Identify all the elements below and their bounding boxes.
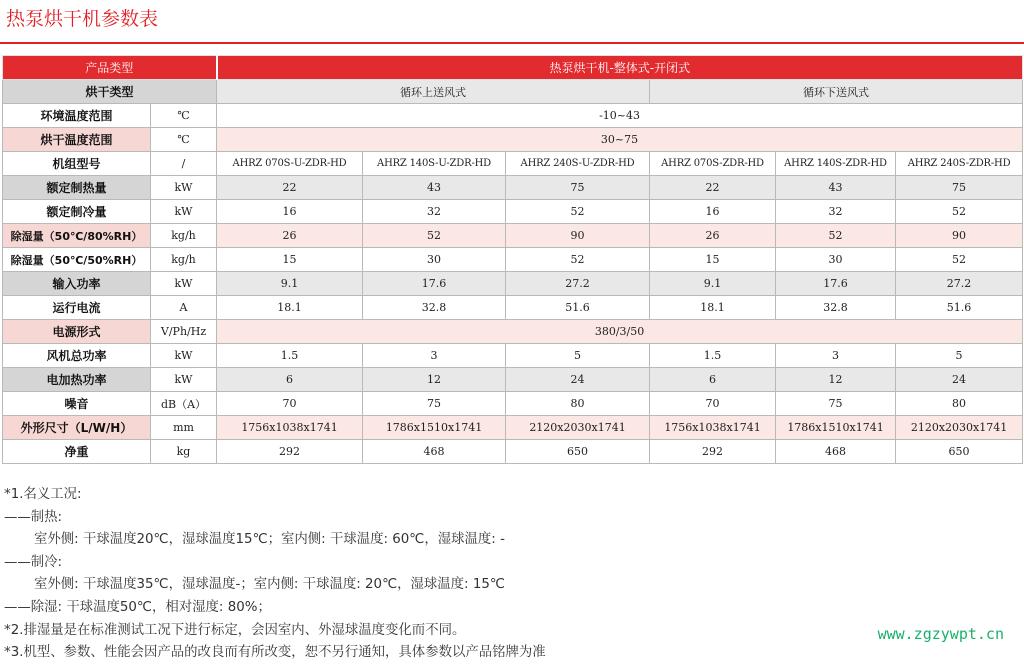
dry-type-group-upper: 循环上送风式: [217, 80, 650, 104]
product-type-label: 产品类型: [3, 56, 217, 80]
table-cell: 80: [896, 392, 1023, 416]
table-cell: 12: [776, 368, 896, 392]
table-cell: 1756x1038x1741: [217, 416, 363, 440]
table-cell: 1786x1510x1741: [363, 416, 506, 440]
row-unit: kW: [151, 176, 217, 200]
table-cell: 17.6: [363, 272, 506, 296]
table-cell: 292: [217, 440, 363, 464]
table-row: [3, 272, 1023, 296]
table-row: [3, 80, 1023, 104]
dry-temp-label: 烘干温度范围: [3, 128, 151, 152]
row-label: 净重: [3, 440, 151, 464]
table-cell: 90: [896, 224, 1023, 248]
row-unit: mm: [151, 416, 217, 440]
table-cell: 70: [217, 392, 363, 416]
row-unit: kW: [151, 368, 217, 392]
model-label: 机组型号: [3, 152, 151, 176]
note-line: ——制热:: [4, 509, 63, 525]
spec-table: [2, 55, 1023, 464]
table-cell: 12: [363, 368, 506, 392]
power-unit: V/Ph/Hz: [151, 320, 217, 344]
table-row: [3, 248, 1023, 272]
table-cell: 16: [650, 200, 776, 224]
env-temp-label: 环境温度范围: [3, 104, 151, 128]
table-cell: 80: [506, 392, 650, 416]
table-cell: 75: [776, 392, 896, 416]
table-row: [3, 416, 1023, 440]
title-divider: [0, 42, 1024, 44]
table-cell: 22: [217, 176, 363, 200]
table-row: [3, 128, 1023, 152]
row-unit: kW: [151, 344, 217, 368]
table-cell: 24: [506, 368, 650, 392]
table-cell: 90: [506, 224, 650, 248]
table-cell: 32: [776, 200, 896, 224]
table-cell: 27.2: [506, 272, 650, 296]
row-label: 电加热功率: [3, 368, 151, 392]
table-cell: 15: [217, 248, 363, 272]
table-cell: 3: [776, 344, 896, 368]
table-row: [3, 152, 1023, 176]
model-cell: AHRZ 070S-ZDR-HD: [650, 152, 776, 176]
table-cell: 26: [650, 224, 776, 248]
table-cell: 5: [896, 344, 1023, 368]
row-label: 噪音: [3, 392, 151, 416]
note-line: ——除湿: 干球温度50℃，相对湿度: 80%；: [4, 599, 271, 615]
table-cell: 6: [217, 368, 363, 392]
note-line: *3.机型、参数、性能会因产品的改良而有所改变，恕不另行通知，具体参数以产品铭牌为准: [4, 645, 546, 661]
table-row: [3, 344, 1023, 368]
table-cell: 52: [896, 248, 1023, 272]
row-unit: kg/h: [151, 224, 217, 248]
table-cell: 6: [650, 368, 776, 392]
table-cell: 43: [776, 176, 896, 200]
env-temp-value: -10~43: [217, 104, 1023, 128]
table-cell: 30: [363, 248, 506, 272]
table-cell: 32.8: [776, 296, 896, 320]
table-cell: 52: [363, 224, 506, 248]
table-cell: 30: [776, 248, 896, 272]
table-cell: 468: [776, 440, 896, 464]
table-row: [3, 176, 1023, 200]
note-line: *1.名义工况:: [4, 487, 82, 502]
page-title: 热泵烘干机参数表: [6, 8, 159, 30]
row-unit: kg: [151, 440, 217, 464]
table-cell: 1.5: [217, 344, 363, 368]
dry-temp-value: 30~75: [217, 128, 1023, 152]
watermark: www.zgzywpt.cn: [877, 625, 1004, 643]
dry-temp-unit: ℃: [151, 128, 217, 152]
table-cell: 51.6: [896, 296, 1023, 320]
table-cell: 75: [506, 176, 650, 200]
model-cell: AHRZ 140S-U-ZDR-HD: [363, 152, 506, 176]
table-cell: 292: [650, 440, 776, 464]
table-cell: 22: [650, 176, 776, 200]
row-unit: kW: [151, 200, 217, 224]
table-cell: 52: [896, 200, 1023, 224]
table-row: [3, 104, 1023, 128]
model-cell: AHRZ 240S-U-ZDR-HD: [506, 152, 650, 176]
table-row: [3, 440, 1023, 464]
power-label: 电源形式: [3, 320, 151, 344]
table-cell: 3: [363, 344, 506, 368]
table-cell: 9.1: [217, 272, 363, 296]
table-cell: 52: [506, 248, 650, 272]
model-cell: AHRZ 140S-ZDR-HD: [776, 152, 896, 176]
note-line: ——制冷:: [4, 554, 63, 570]
table-cell: 5: [506, 344, 650, 368]
table-row: [3, 368, 1023, 392]
table-cell: 75: [896, 176, 1023, 200]
table-cell: 18.1: [650, 296, 776, 320]
table-cell: 75: [363, 392, 506, 416]
notes-section: [4, 484, 844, 665]
table-cell: 2120x2030x1741: [896, 416, 1023, 440]
row-unit: kg/h: [151, 248, 217, 272]
dry-type-label: 烘干类型: [3, 80, 217, 104]
row-label: 除湿量（50℃/80%RH）: [3, 224, 151, 248]
row-unit: A: [151, 296, 217, 320]
row-unit: kW: [151, 272, 217, 296]
table-cell: 43: [363, 176, 506, 200]
table-cell: 32: [363, 200, 506, 224]
table-cell: 15: [650, 248, 776, 272]
table-row: [3, 320, 1023, 344]
row-unit: dB（A）: [151, 392, 217, 416]
table-cell: 27.2: [896, 272, 1023, 296]
note-line: *2.排湿量是在标准测试工况下进行标定，会因室内、外湿球温度变化而不同。: [4, 622, 466, 638]
row-label: 运行电流: [3, 296, 151, 320]
table-cell: 16: [217, 200, 363, 224]
row-label: 输入功率: [3, 272, 151, 296]
table-cell: 2120x2030x1741: [506, 416, 650, 440]
table-cell: 70: [650, 392, 776, 416]
model-unit: /: [151, 152, 217, 176]
note-line: 室外侧: 干球温度20℃，湿球温度15℃；室内侧: 干球温度: 60℃，湿球温度: -: [34, 532, 505, 548]
table-cell: 17.6: [776, 272, 896, 296]
note-line: 室外侧: 干球温度35℃，湿球温度-；室内侧: 干球温度: 20℃，湿球温度: 15℃: [34, 577, 505, 593]
table-cell: 26: [217, 224, 363, 248]
table-cell: 9.1: [650, 272, 776, 296]
row-label: 额定制冷量: [3, 200, 151, 224]
env-temp-unit: ℃: [151, 104, 217, 128]
table-header-row: [3, 56, 1023, 80]
row-label: 风机总功率: [3, 344, 151, 368]
table-cell: 24: [896, 368, 1023, 392]
table-cell: 51.6: [506, 296, 650, 320]
table-cell: 1786x1510x1741: [776, 416, 896, 440]
table-cell: 18.1: [217, 296, 363, 320]
product-type-value: 热泵烘干机-整体式-开闭式: [217, 56, 1023, 80]
table-row: [3, 200, 1023, 224]
table-row: [3, 392, 1023, 416]
table-row: [3, 224, 1023, 248]
table-cell: 650: [896, 440, 1023, 464]
power-value: 380/3/50: [217, 320, 1023, 344]
row-label: 除湿量（50℃/50%RH）: [3, 248, 151, 272]
dry-type-group-lower: 循环下送风式: [650, 80, 1023, 104]
table-cell: 650: [506, 440, 650, 464]
model-cell: AHRZ 070S-U-ZDR-HD: [217, 152, 363, 176]
row-label: 外形尺寸（L/W/H）: [3, 416, 151, 440]
table-cell: 52: [506, 200, 650, 224]
row-label: 额定制热量: [3, 176, 151, 200]
table-cell: 1.5: [650, 344, 776, 368]
table-cell: 52: [776, 224, 896, 248]
table-row: [3, 296, 1023, 320]
model-cell: AHRZ 240S-ZDR-HD: [896, 152, 1023, 176]
table-cell: 468: [363, 440, 506, 464]
table-cell: 32.8: [363, 296, 506, 320]
table-cell: 1756x1038x1741: [650, 416, 776, 440]
